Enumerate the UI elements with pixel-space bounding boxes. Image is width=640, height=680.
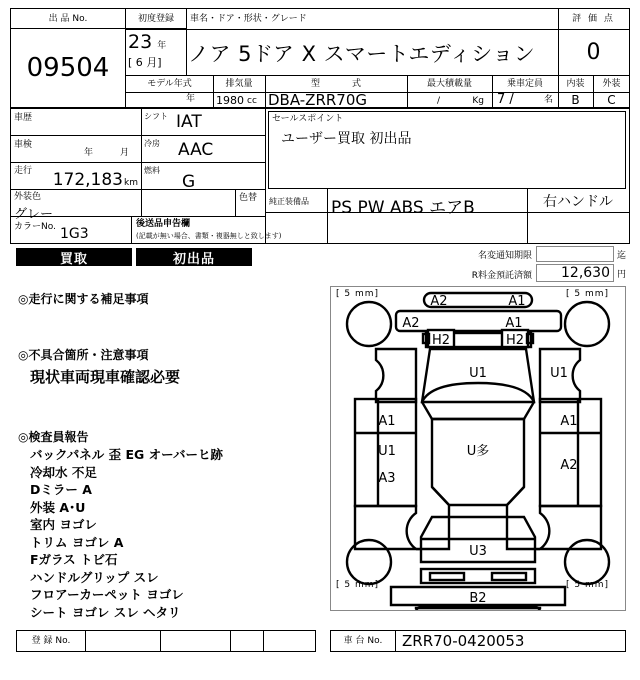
color-no-value: 1G3 — [60, 226, 89, 242]
inspector-report-line: フロアーカーペット ヨゴレ — [30, 587, 184, 602]
roof-center-panel — [432, 419, 524, 505]
equipment-label: 純正装備品 — [269, 197, 309, 206]
mileage-value: 172,183 — [52, 170, 124, 190]
first-registration-value — [128, 31, 186, 75]
interior-label: 内装 — [566, 79, 585, 89]
recycle-fee-value: 12,630 — [536, 264, 614, 282]
mark-roof-front-left: A2 — [430, 294, 448, 309]
inspector-report-line: 室内 ヨゴレ — [30, 517, 97, 532]
mark-door-front-left: A1 — [378, 414, 396, 429]
inspector-report-line: Fガラス トビ石 — [30, 552, 118, 567]
fuel-value: G — [182, 172, 196, 192]
registration-cell-2[interactable] — [231, 631, 264, 651]
buy-banner: 買取 — [16, 248, 132, 266]
history-label: 車歴 — [14, 113, 33, 123]
divider — [126, 29, 558, 30]
inspector-report-line: トリム ヨゴレ A — [30, 534, 124, 550]
inspector-report-line: ハンドルグリップ スレ — [30, 569, 159, 585]
mark-header-right: H2 — [505, 333, 525, 348]
tire-depth-front-right: [ 5 mm] — [566, 289, 610, 299]
mark-roof-front-right: A1 — [508, 294, 526, 309]
type-label-a: 型 — [310, 78, 320, 89]
reg-year-value: 23 — [128, 31, 153, 53]
displacement-unit: cc — [247, 95, 257, 106]
mark-header-left: H2 — [431, 333, 451, 348]
car-name-label: 車名・ドア・形状・グレード — [190, 14, 307, 24]
repaint-label: 色替 — [239, 193, 258, 203]
hood-panel — [396, 311, 561, 331]
divider — [11, 135, 265, 136]
capacity-value: 7 / — [497, 92, 514, 107]
tire-depth-rear-left: [ 5 mm] — [336, 580, 380, 590]
wheel-rear-left — [347, 540, 391, 584]
mileage-unit: km — [124, 178, 138, 188]
mark-rear-gate: U3 — [469, 544, 487, 559]
ac-label: 冷房 — [144, 139, 160, 148]
tire-depth-front-left: [ 5 mm] — [336, 289, 380, 299]
recycle-fee-label: R料金預託済額 — [471, 271, 532, 281]
name-change-suffix: 迄 — [617, 251, 627, 261]
mark-door-front-right: A1 — [560, 414, 578, 429]
displacement-label: 排気量 — [225, 78, 253, 89]
divider — [11, 189, 265, 190]
inspector-title: ◎検査員報告 — [18, 430, 89, 444]
quarter-right — [540, 506, 601, 549]
chassis-no-label: 車 台 No. — [331, 631, 396, 651]
type-label — [265, 75, 407, 92]
inspector-report-line: Dミラー A — [30, 482, 92, 497]
chassis-no-value: ZRR70-0420053 — [402, 632, 525, 650]
ac-value: AAC — [178, 140, 214, 160]
quarter-left — [355, 506, 416, 549]
later-ship-label: 後送品申告欄 — [136, 219, 191, 229]
shaken-label: 車検 — [14, 140, 33, 150]
shaken-year: 年 — [84, 148, 94, 158]
divider — [131, 216, 132, 243]
equipment-value: PS PW ABS エアB — [331, 198, 475, 218]
capacity-unit: 名 — [543, 94, 553, 105]
wheel-front-right — [565, 302, 609, 346]
rear-lamp-right — [492, 573, 526, 580]
divider — [235, 189, 236, 216]
fender-left — [376, 349, 416, 402]
capacity-value-wrap — [492, 91, 558, 108]
exterior-value: C — [607, 92, 616, 107]
registration-cell-3[interactable] — [264, 631, 315, 651]
reg-month-value: [ 6 月] — [128, 56, 162, 69]
mark-door-rear-left: U1 — [378, 444, 396, 459]
mark-hood-left: A2 — [402, 316, 420, 331]
ext-color-label: 外装色 — [14, 192, 42, 202]
exterior-label: 外装 — [602, 79, 621, 89]
mileage-label: 走行 — [14, 166, 33, 176]
divider — [186, 9, 187, 75]
inspector-report-list — [30, 446, 320, 621]
defect-title: ◎不具合箇所・注意事項 — [18, 348, 149, 362]
lot-no-label: 出 品 No. — [11, 9, 125, 29]
damage-diagram-svg — [331, 287, 625, 610]
inspector-report-line: バックパネル 歪 EG オーバーヒ跡 — [30, 447, 223, 462]
capacity-label: 乗車定員 — [506, 78, 543, 89]
first-listing-banner: 初出品 — [136, 248, 252, 266]
divider — [327, 189, 328, 243]
first-registration-label: 初度登録 — [126, 9, 186, 29]
recycle-fee-unit: 円 — [617, 270, 627, 280]
sales-point-value: ユーザー買取 初出品 — [281, 131, 412, 147]
defect-body: 現状車両現車確認必要 — [30, 368, 181, 386]
damage-diagram — [330, 286, 626, 611]
displacement-value — [216, 93, 268, 108]
model-year-label: モデル年式 — [147, 78, 192, 89]
name-change-field[interactable] — [536, 246, 614, 262]
type-label-b: 式 — [351, 78, 361, 89]
lot-no-value: 09504 — [26, 53, 110, 83]
max-load-unit: Kg — [472, 95, 484, 106]
registration-cell-0[interactable] — [86, 631, 161, 651]
rear-lamp-left — [430, 573, 464, 580]
car-name-value: ノア 5ドア X スマートエディション — [188, 42, 536, 66]
displacement-number: 1980 — [216, 94, 244, 107]
damage-code-labels — [378, 294, 577, 606]
divider — [141, 109, 142, 216]
max-load-value: / — [437, 95, 441, 106]
inspector-report-line: 外装 A･U — [30, 499, 86, 515]
handle-label: 右ハンドル — [543, 194, 613, 210]
mark-rear-bumper: B2 — [469, 591, 487, 606]
grade-value: 0 — [586, 40, 601, 65]
color-no-label: カラーNo. — [14, 222, 56, 232]
mark-hood-right: A1 — [505, 316, 523, 331]
mark-quarter-left: A3 — [378, 471, 396, 486]
shift-value: IAT — [176, 112, 202, 132]
model-year-value: 年 — [185, 94, 195, 104]
shaken-month: 月 — [120, 148, 130, 158]
interior-value: B — [571, 92, 580, 107]
wheel-front-left — [347, 302, 391, 346]
later-ship-note: (記載が無い場合、書類・複器無しと致します) — [136, 232, 282, 240]
ext-color-value: グレー — [14, 207, 54, 222]
tire-depth-rear-right: [ 5 mm] — [566, 580, 610, 590]
registration-no-row — [16, 630, 316, 652]
sales-point-label: セールスポイント — [272, 114, 344, 124]
mileage-value-wrap — [46, 170, 138, 188]
mark-windshield: U1 — [469, 366, 487, 381]
inspector-report-line: 冷却水 不足 — [30, 464, 97, 480]
wheel-rear-right — [565, 540, 609, 584]
divider — [11, 162, 265, 163]
registration-no-label: 登 録 No. — [17, 631, 86, 651]
mileage-note-title: ◎走行に関する補足事項 — [18, 292, 149, 306]
registration-cell-1[interactable] — [161, 631, 231, 651]
fuel-label: 燃料 — [144, 166, 160, 175]
mark-door-rear-right: A2 — [560, 458, 578, 473]
grade-label: 評 価 点 — [558, 9, 629, 30]
type-value: DBA-ZRR70G — [268, 91, 368, 109]
reg-year-unit: 年 — [157, 41, 167, 51]
max-load-value-wrap — [407, 93, 492, 108]
chassis-no-row — [330, 630, 626, 652]
max-load-label: 最大積載量 — [426, 78, 472, 89]
name-change-label: 名変通知期限 — [477, 251, 532, 261]
divider — [265, 109, 266, 243]
mark-roof-center: U多 — [466, 444, 490, 459]
inspector-report-line: シート ヨゴレ スレ ヘタリ — [30, 604, 181, 620]
mark-fender-right: U1 — [550, 366, 568, 381]
shift-label: シフト — [144, 112, 168, 121]
